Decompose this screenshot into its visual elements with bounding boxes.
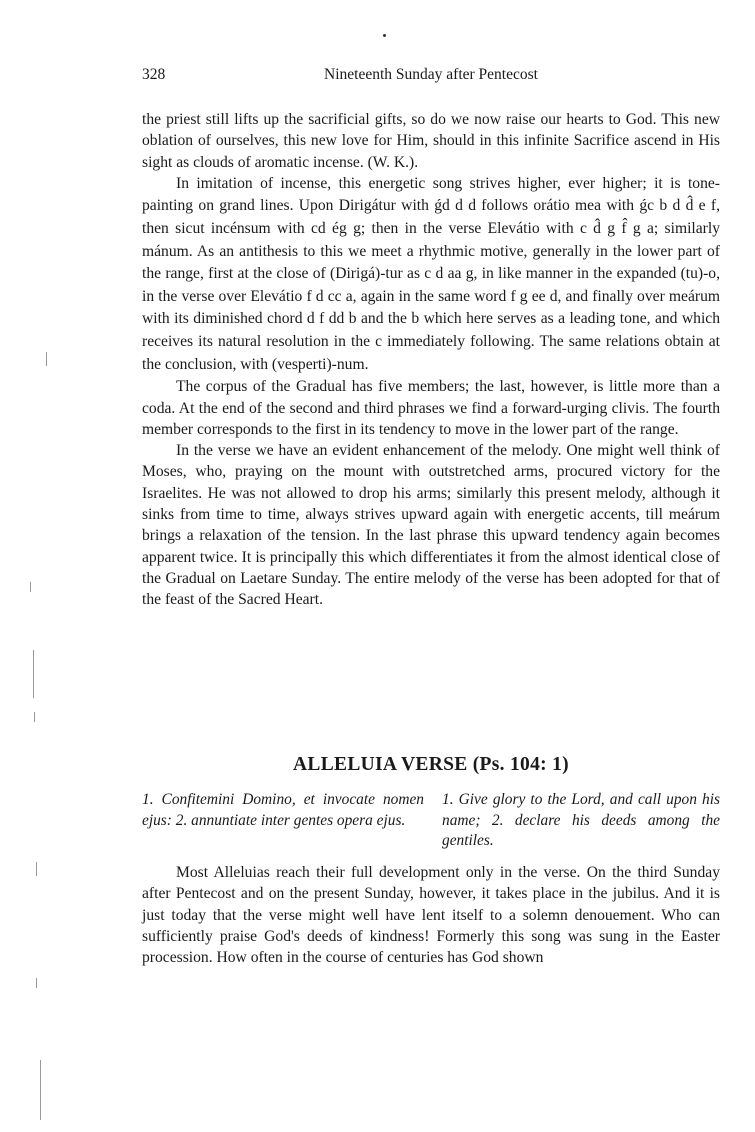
paragraph-4: In the verse we have an evident enhancement of the melody. One might well think of Moses, who, praying on the mount with outstretched arms, procured victory for the Israelites. He was not allowed to drop his arms; similarly this present melody, although it sinks from time to time, always strives upward again with energetic accents, till meárum brings a relaxation of the tension. In the last phrase this upward tendency again becomes apparent twice. It is principally this which differentiates it from the almost identical close of the Gradual on Laetare Sunday. The entire melody of the verse has been adopted for that of the feast of the Sacred Heart.: [142, 442, 720, 609]
margin-mark: [30, 582, 31, 592]
margin-mark: [36, 978, 37, 988]
running-title: Nineteenth Sunday after Pentecost: [324, 66, 538, 83]
running-header: [142, 66, 720, 88]
english-verse: 1. Give glory to the Lord, and call upon his name; 2. declare his deeds among the gentiles.: [442, 791, 720, 849]
paragraph-3: The corpus of the Gradual has five members; the last, however, is little more than a coda. At the end of the second and third phrases we find a forward-urging clivis. The fourth member corresponds to the first in its tendency to move in the lower part of the range.: [142, 378, 720, 438]
paragraph-2: In imitation of incense, this energetic song strives higher, ever higher; it is tone-painting on grand lines. Upon Dirigátur with ǵd d d follows orátio mea with ǵc b d d̂ e f, then sicut incénsum with cd ég g; then in the verse Elevátio with c d̂ g f̂ g a; similarly mánum. As an antithesis to this we meet a rhythmic motive, generally in the lower part of the range, first at the close of (Dirigá)-tur as c d aa g, in like manner in the expanded (tu)-o, in the verse over Elevátio f d cc a, again in the same word f g ee d, and finally over meárum with its diminished chord d f dd b and the b which here serves as a leading tone, and which receives its natural resolution in the c immediately following. The same relations obtain at the conclusion, with (vesperti)-num.: [142, 174, 720, 373]
margin-mark: [34, 712, 35, 722]
closing-paragraph: Most Alleluias reach their full development only in the verse. On the third Sunday after Pentecost and on the present Sunday, however, it takes place in the jubilus. And it is just today that the verse might well have lent itself to a solemn denouement. Who can sufficiently praise God's deeds of kindness! Formerly this song was sung in the Easter procession. How often in the course of centuries has God shown: [142, 864, 720, 967]
print-dot: [383, 34, 386, 37]
closing-text: [142, 862, 720, 968]
margin-mark: [40, 1060, 41, 1120]
paragraph-1: the priest still lifts up the sacrificial gifts, so do we now raise our hearts to God. This new oblation of ourselves, this new love for Him, should in this infinite Sacrifice ascend in His sight as clouds of aromatic incense. (W. K.).: [142, 111, 720, 171]
body-text: [142, 109, 720, 611]
margin-mark: [33, 650, 34, 698]
section-title: ALLELUIA VERSE (Ps. 104: 1): [293, 754, 569, 775]
page-number: 328: [142, 66, 166, 83]
margin-mark: [36, 862, 37, 876]
margin-mark: [46, 352, 47, 366]
latin-verse: 1. Confitemini Domino, et invocate nomen ejus: 2. annuntiate inter gentes opera ejus.: [142, 791, 424, 829]
